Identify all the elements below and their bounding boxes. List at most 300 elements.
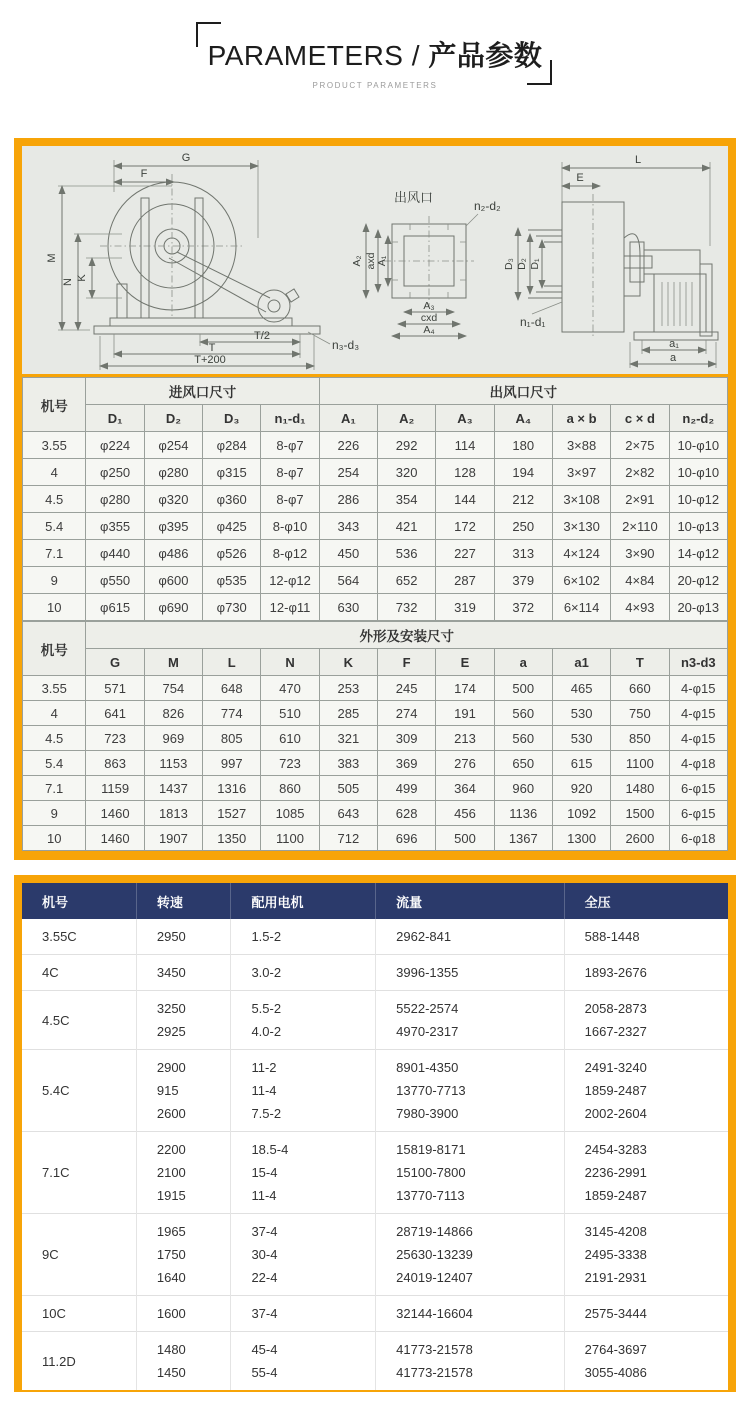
pressure-cell xyxy=(564,1132,728,1214)
spec-value: 2454-3283 xyxy=(584,1142,647,1157)
table-row xyxy=(23,486,728,513)
dim-label-A1-outlet: A₁ xyxy=(376,255,388,267)
spec-value: 3996-1355 xyxy=(396,965,459,980)
table-cell: 383 xyxy=(319,751,377,776)
spec-header-model: 机号 xyxy=(22,883,136,919)
table-row xyxy=(23,826,728,851)
table-cell: 465 xyxy=(552,676,610,701)
flow-cell xyxy=(376,991,565,1050)
table-cell: 309 xyxy=(378,726,436,751)
table-cell: φ254 xyxy=(144,432,202,459)
pressure-cell xyxy=(564,991,728,1050)
spec-value: 32144-16604 xyxy=(396,1306,473,1321)
table-cell: 6×102 xyxy=(552,567,610,594)
col-header-n3-d3: n3-d3 xyxy=(669,649,727,676)
inlet-outlet-dimensions-table xyxy=(22,377,728,621)
table-cell: 1159 xyxy=(86,776,144,801)
spec-value: 4970-2317 xyxy=(396,1024,459,1039)
table-cell: 920 xyxy=(552,776,610,801)
spec-value: 4.0-2 xyxy=(251,1024,282,1039)
table-cell: φ224 xyxy=(86,432,144,459)
table-cell: φ355 xyxy=(86,513,144,540)
table-cell: 969 xyxy=(144,726,202,751)
motor-cell xyxy=(231,1332,376,1391)
table-cell: φ615 xyxy=(86,594,144,621)
table-cell: 421 xyxy=(378,513,436,540)
spec-group-row xyxy=(22,1296,728,1332)
spec-value: 24019-12407 xyxy=(396,1270,473,1285)
dim-label-T: T xyxy=(208,342,216,354)
table-cell: 774 xyxy=(203,701,261,726)
table-cell: 723 xyxy=(86,726,144,751)
table-cell: 4-φ15 xyxy=(669,676,727,701)
table-cell: 5.4 xyxy=(23,751,86,776)
table-cell: 364 xyxy=(436,776,494,801)
speed-cell xyxy=(136,1132,231,1214)
spec-value: 2575-3444 xyxy=(584,1306,647,1321)
dim-label-F: F xyxy=(140,168,148,180)
col-header-A4: A₄ xyxy=(494,405,552,432)
motor-cell xyxy=(231,991,376,1050)
col-header-A2: A₂ xyxy=(378,405,436,432)
table-cell: 128 xyxy=(436,459,494,486)
table-cell: 8-φ10 xyxy=(261,513,319,540)
table-cell: 450 xyxy=(319,540,377,567)
table-cell: 505 xyxy=(319,776,377,801)
spec-value: 1859-2487 xyxy=(584,1083,647,1098)
table-cell: 723 xyxy=(261,751,319,776)
table-cell: 10-φ10 xyxy=(669,432,727,459)
table-cell: 750 xyxy=(611,701,669,726)
table-cell: 180 xyxy=(494,432,552,459)
table-cell: 10 xyxy=(23,594,86,621)
table-cell: φ320 xyxy=(144,486,202,513)
table-cell: 213 xyxy=(436,726,494,751)
table-row xyxy=(23,567,728,594)
dim-label-D3: D₃ xyxy=(503,258,515,270)
table-cell: 1100 xyxy=(611,751,669,776)
table-cell: 560 xyxy=(494,701,552,726)
table-cell: 4-φ15 xyxy=(669,701,727,726)
spec-value: 41773-21578 xyxy=(396,1365,473,1380)
table-cell: 1300 xyxy=(552,826,610,851)
table-cell: 174 xyxy=(436,676,494,701)
table-cell: 286 xyxy=(319,486,377,513)
table-cell: 254 xyxy=(319,459,377,486)
pressure-cell xyxy=(564,1332,728,1391)
spec-value: 7980-3900 xyxy=(396,1106,459,1121)
spec-value: 5.5-2 xyxy=(251,1001,282,1016)
dim-label-K: K xyxy=(76,274,88,282)
col-header-N: N xyxy=(261,649,319,676)
table-cell: 536 xyxy=(378,540,436,567)
dim-label-N: N xyxy=(62,278,74,286)
table-cell: 8-φ7 xyxy=(261,432,319,459)
table-cell: φ550 xyxy=(86,567,144,594)
table-cell: 860 xyxy=(261,776,319,801)
table-cell: 319 xyxy=(436,594,494,621)
table-cell: 2×110 xyxy=(611,513,669,540)
table-cell: 2600 xyxy=(611,826,669,851)
spec-value: 11-4 xyxy=(251,1188,277,1203)
performance-spec-table xyxy=(22,883,728,1390)
spec-value: 2200 xyxy=(156,1142,186,1157)
table-cell: 6×114 xyxy=(552,594,610,621)
dim-label-D2: D₂ xyxy=(516,258,528,270)
table-cell: 10-φ13 xyxy=(669,513,727,540)
spec-value: 1600 xyxy=(156,1306,186,1321)
outlet-title: 出风口 xyxy=(394,190,434,205)
dim-label-G: G xyxy=(181,152,191,164)
dim-label-T-half: T/2 xyxy=(254,330,270,342)
model-cell: 3.55C xyxy=(22,919,136,955)
col-header-F: F xyxy=(378,649,436,676)
table-cell: 194 xyxy=(494,459,552,486)
table-cell: 4 xyxy=(23,701,86,726)
performance-panel xyxy=(14,875,736,1392)
table-cell: 754 xyxy=(144,676,202,701)
spec-value: 37-4 xyxy=(251,1306,278,1321)
spec-value: 2191-2931 xyxy=(584,1270,647,1285)
spec-value: 18.5-4 xyxy=(251,1142,289,1157)
spec-value: 2962-841 xyxy=(396,929,452,944)
table-cell: 12-φ12 xyxy=(261,567,319,594)
col-header-a: a xyxy=(494,649,552,676)
table-cell: 850 xyxy=(611,726,669,751)
table-cell: 4×124 xyxy=(552,540,610,567)
outlet-group-header: 出风口尺寸 xyxy=(319,378,727,405)
fan-motor-view xyxy=(503,154,718,368)
table-cell: 172 xyxy=(436,513,494,540)
table-row xyxy=(23,726,728,751)
table-cell: 628 xyxy=(378,801,436,826)
table-cell: 6-φ15 xyxy=(669,801,727,826)
col-header-K: K xyxy=(319,649,377,676)
flow-cell xyxy=(376,1332,565,1391)
table-cell: 245 xyxy=(378,676,436,701)
spec-value: 1915 xyxy=(156,1188,186,1203)
col-header-cxd: c × d xyxy=(611,405,669,432)
table-cell: φ280 xyxy=(86,486,144,513)
table-row xyxy=(23,751,728,776)
spec-value: 915 xyxy=(156,1083,179,1098)
flow-cell xyxy=(376,955,565,991)
fan-diagram-svg xyxy=(22,146,728,374)
page-title-separator: / xyxy=(403,40,429,71)
table-cell: 9 xyxy=(23,567,86,594)
page-title xyxy=(0,0,750,74)
table-cell: 1813 xyxy=(144,801,202,826)
table-cell: 805 xyxy=(203,726,261,751)
spec-value: 13770-7113 xyxy=(396,1188,465,1203)
outlet-flange-view xyxy=(351,190,501,336)
table-cell: 226 xyxy=(319,432,377,459)
spec-value: 3250 xyxy=(156,1001,186,1016)
dim-label-E: E xyxy=(576,172,584,184)
col-header-axb: a × b xyxy=(552,405,610,432)
table-cell: φ440 xyxy=(86,540,144,567)
table-cell: 1460 xyxy=(86,801,144,826)
table-row xyxy=(23,540,728,567)
col-header-T: T xyxy=(611,649,669,676)
col-header-D2: D₂ xyxy=(144,405,202,432)
col-header-L: L xyxy=(203,649,261,676)
speed-cell xyxy=(136,1050,231,1132)
motor-cell xyxy=(231,1050,376,1132)
table-cell: 4×93 xyxy=(611,594,669,621)
panel-gap xyxy=(0,860,750,875)
table-cell: 1100 xyxy=(261,826,319,851)
spec-value: 28719-14866 xyxy=(396,1224,473,1239)
col-header-M: M xyxy=(144,649,202,676)
table-cell: φ284 xyxy=(203,432,261,459)
col-header-D1: D₁ xyxy=(86,405,144,432)
col-header-D3: D₃ xyxy=(203,405,261,432)
dim-label-M: M xyxy=(46,253,58,263)
table-cell: 3.55 xyxy=(23,432,86,459)
outline-group-header: 外形及安装尺寸 xyxy=(86,622,728,649)
spec-value: 1667-2327 xyxy=(584,1024,647,1039)
spec-value: 1965 xyxy=(156,1224,186,1239)
dim-label-L: L xyxy=(634,154,642,166)
dim-label-A4: A₄ xyxy=(423,324,435,336)
spec-value: 15819-8171 xyxy=(396,1142,466,1157)
table-cell: 4-φ18 xyxy=(669,751,727,776)
flow-cell xyxy=(376,1296,565,1332)
table-cell: 564 xyxy=(319,567,377,594)
dim-label-cxd: cxd xyxy=(420,312,438,324)
table-cell: φ486 xyxy=(144,540,202,567)
table-cell: 2×91 xyxy=(611,486,669,513)
table-cell: 732 xyxy=(378,594,436,621)
spec-value: 2491-3240 xyxy=(584,1060,647,1075)
dim-label-A2: A₂ xyxy=(351,255,363,267)
table-cell: 20-φ12 xyxy=(669,567,727,594)
table-cell: φ250 xyxy=(86,459,144,486)
spec-header-flow: 流量 xyxy=(376,883,565,919)
table-cell: 10-φ10 xyxy=(669,459,727,486)
table-cell: 615 xyxy=(552,751,610,776)
table-cell: 499 xyxy=(378,776,436,801)
spec-value: 3055-4086 xyxy=(584,1365,647,1380)
page-title-zh: 产品参数 xyxy=(428,40,543,71)
table-row xyxy=(23,701,728,726)
spec-value: 1893-2676 xyxy=(584,965,647,980)
table-cell: 2×82 xyxy=(611,459,669,486)
speed-cell xyxy=(136,1214,231,1296)
table-cell: 530 xyxy=(552,701,610,726)
speed-cell xyxy=(136,955,231,991)
spec-value: 11-2 xyxy=(251,1060,277,1075)
spec-value: 588-1448 xyxy=(584,929,640,944)
table-cell: 530 xyxy=(552,726,610,751)
table-cell: 8-φ7 xyxy=(261,486,319,513)
table-cell: 5.4 xyxy=(23,513,86,540)
table-cell: 2×75 xyxy=(611,432,669,459)
table-cell: 1500 xyxy=(611,801,669,826)
table-cell: 10 xyxy=(23,826,86,851)
table-cell: 1907 xyxy=(144,826,202,851)
table-cell: 712 xyxy=(319,826,377,851)
flow-cell xyxy=(376,1050,565,1132)
spec-group-row xyxy=(22,1332,728,1391)
table-cell: 354 xyxy=(378,486,436,513)
table-cell: 1460 xyxy=(86,826,144,851)
performance-table-wrap xyxy=(22,883,728,1384)
table-cell: 9 xyxy=(23,801,86,826)
spec-value: 2236-2991 xyxy=(584,1165,647,1180)
fan-side-view xyxy=(46,152,359,370)
table-cell: 610 xyxy=(261,726,319,751)
spec-group-row xyxy=(22,1214,728,1296)
dim-label-axd: axd xyxy=(365,252,377,270)
table-cell: 14-φ12 xyxy=(669,540,727,567)
machine-no-header-2: 机号 xyxy=(23,622,86,676)
spec-value: 1480 xyxy=(156,1342,186,1357)
table-row xyxy=(23,459,728,486)
model-cell: 5.4C xyxy=(22,1050,136,1132)
spec-value: 8901-4350 xyxy=(396,1060,459,1075)
spec-value: 22-4 xyxy=(251,1270,278,1285)
table-cell: 648 xyxy=(203,676,261,701)
table-cell: 4.5 xyxy=(23,486,86,513)
table-cell: 652 xyxy=(378,567,436,594)
spec-value: 2925 xyxy=(156,1024,186,1039)
fan-engineering-diagram xyxy=(22,146,728,374)
table-cell: 997 xyxy=(203,751,261,776)
table-cell: φ395 xyxy=(144,513,202,540)
spec-group-row xyxy=(22,1050,728,1132)
machine-no-header: 机号 xyxy=(23,378,86,432)
inlet-group-header: 进风口尺寸 xyxy=(86,378,319,405)
table-cell: 1437 xyxy=(144,776,202,801)
table-cell: 4-φ15 xyxy=(669,726,727,751)
table-cell: 285 xyxy=(319,701,377,726)
table-cell: 3×88 xyxy=(552,432,610,459)
speed-cell xyxy=(136,1296,231,1332)
table-cell: 20-φ13 xyxy=(669,594,727,621)
col-header-n2-d2: n₂-d₂ xyxy=(669,405,727,432)
table-cell: 144 xyxy=(436,486,494,513)
table-cell: 1350 xyxy=(203,826,261,851)
table-cell: 3×90 xyxy=(611,540,669,567)
motor-cell xyxy=(231,1132,376,1214)
spec-value: 2002-2604 xyxy=(584,1106,647,1121)
table-cell: 6-φ18 xyxy=(669,826,727,851)
page-title-en: PARAMETERS xyxy=(207,40,404,71)
spec-value: 37-4 xyxy=(251,1224,278,1239)
table-cell: 7.1 xyxy=(23,776,86,801)
speed-cell xyxy=(136,991,231,1050)
model-cell: 10C xyxy=(22,1296,136,1332)
corner-bracket-top-left-icon xyxy=(196,22,221,47)
page-subtitle: PRODUCT PARAMETERS xyxy=(312,81,438,90)
dimensions-panel xyxy=(14,138,736,860)
table-cell: φ425 xyxy=(203,513,261,540)
spec-value: 3.0-2 xyxy=(251,965,282,980)
table-cell: 8-φ12 xyxy=(261,540,319,567)
table-cell: 3×130 xyxy=(552,513,610,540)
table-cell: 6-φ15 xyxy=(669,776,727,801)
flow-cell xyxy=(376,919,565,955)
table-cell: 510 xyxy=(261,701,319,726)
table-cell: 253 xyxy=(319,676,377,701)
table-cell: 863 xyxy=(86,751,144,776)
table-cell: 287 xyxy=(436,567,494,594)
spec-header-pressure: 全压 xyxy=(564,883,728,919)
spec-value: 30-4 xyxy=(251,1247,278,1262)
spec-group-row xyxy=(22,991,728,1050)
table-cell: φ315 xyxy=(203,459,261,486)
table-row xyxy=(23,801,728,826)
table-cell: 630 xyxy=(319,594,377,621)
model-cell: 9C xyxy=(22,1214,136,1296)
motor-cell xyxy=(231,919,376,955)
table-cell: 571 xyxy=(86,676,144,701)
table1-subheader-row xyxy=(23,405,728,432)
spec-value: 2495-3338 xyxy=(584,1247,647,1262)
table-cell: 8-φ7 xyxy=(261,459,319,486)
spec-value: 45-4 xyxy=(251,1342,278,1357)
spec-header-speed: 转速 xyxy=(136,883,231,919)
table-cell: 250 xyxy=(494,513,552,540)
table-cell: 650 xyxy=(494,751,552,776)
spec-value: 2764-3697 xyxy=(584,1342,647,1357)
table-cell: φ690 xyxy=(144,594,202,621)
table-cell: 1153 xyxy=(144,751,202,776)
motor-cell xyxy=(231,955,376,991)
spec-group-row xyxy=(22,955,728,991)
table-row xyxy=(23,776,728,801)
spec-value: 3145-4208 xyxy=(584,1224,647,1239)
table-cell: 191 xyxy=(436,701,494,726)
dim-label-a: a xyxy=(669,352,677,364)
table-cell: 212 xyxy=(494,486,552,513)
table-cell: φ526 xyxy=(203,540,261,567)
table-cell: 3×108 xyxy=(552,486,610,513)
table-cell: 456 xyxy=(436,801,494,826)
spec-group-row xyxy=(22,919,728,955)
flow-cell xyxy=(376,1132,565,1214)
flow-cell xyxy=(376,1214,565,1296)
table2-subheader-row xyxy=(23,649,728,676)
pressure-cell xyxy=(564,919,728,955)
table-cell: 1085 xyxy=(261,801,319,826)
model-cell: 4C xyxy=(22,955,136,991)
spec-value: 3450 xyxy=(156,965,186,980)
spec-value: 55-4 xyxy=(251,1365,278,1380)
spec-value: 41773-21578 xyxy=(396,1342,473,1357)
table-cell: 4 xyxy=(23,459,86,486)
table-cell: 1092 xyxy=(552,801,610,826)
pressure-cell xyxy=(564,1050,728,1132)
table-cell: 500 xyxy=(494,676,552,701)
spec-value: 7.5-2 xyxy=(251,1106,282,1121)
table-cell: 320 xyxy=(378,459,436,486)
table-cell: 343 xyxy=(319,513,377,540)
outline-installation-dimensions-table xyxy=(22,621,728,851)
table-cell: 643 xyxy=(319,801,377,826)
col-header-A3: A₃ xyxy=(436,405,494,432)
dim-label-a1: a₁ xyxy=(669,338,679,350)
spec-header-row xyxy=(22,883,728,919)
dim-label-n3-d3: n₃-d₃ xyxy=(332,338,360,352)
table-cell: 4×84 xyxy=(611,567,669,594)
table-cell: 641 xyxy=(86,701,144,726)
dim-label-n2-d2: n₂-d₂ xyxy=(474,199,501,213)
table-cell: φ730 xyxy=(203,594,261,621)
dim-label-D1: D₁ xyxy=(529,258,541,270)
